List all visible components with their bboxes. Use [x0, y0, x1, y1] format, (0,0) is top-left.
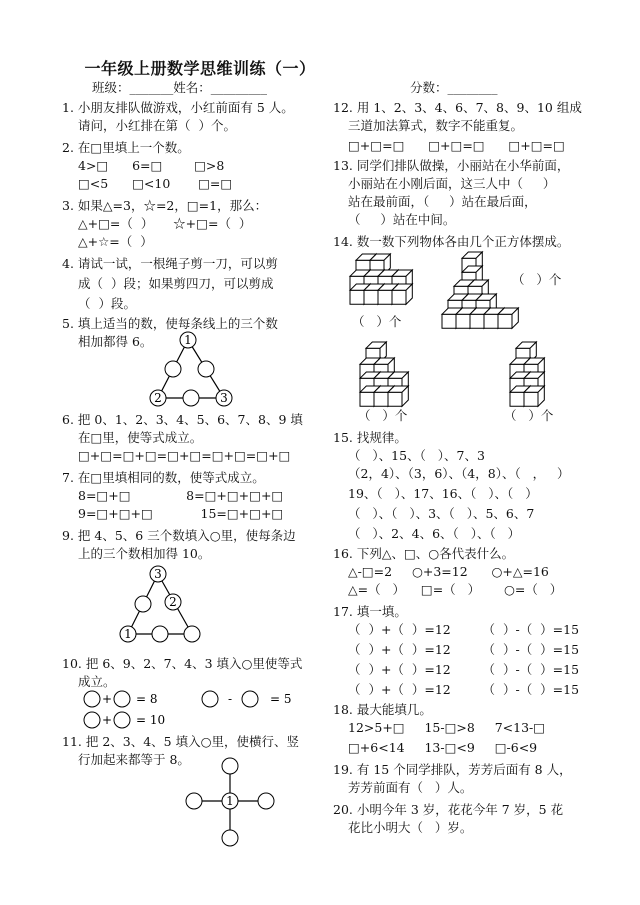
q17-line-1: 17. 填一填。	[333, 604, 407, 619]
q9-circle-left-mid[interactable]	[135, 596, 151, 612]
q13-line-4: （ ）站在中间。	[348, 212, 456, 227]
cube-figure-1	[348, 252, 438, 308]
q17-line-2: （ ）+（ ）=12 （ ）-（ ）=15	[348, 622, 580, 637]
q1-line-1: 1. 小朋友排队做游戏，小红前面有 5 人。	[62, 100, 294, 115]
page-title: 一年级上册数学思维训练（一）	[84, 59, 316, 78]
q2-line-1: 2. 在□里填上一个数。	[62, 140, 190, 155]
q9-circle-bottom-mid[interactable]	[152, 626, 168, 642]
q7-line-2: 8=□+□ 8=□+□+□+□	[78, 488, 284, 503]
q15-line-1: 15. 找规律。	[333, 430, 407, 445]
score-field: 分数：________	[410, 80, 498, 95]
cube-face	[470, 314, 484, 328]
cube-face	[374, 392, 388, 406]
q6-line-3: □+□=□+□=□+□=□+□=□+□	[78, 448, 291, 463]
q15-line-4: 19、（ ）、17、16、（ ）、（ ）	[348, 486, 538, 501]
q4-line-3: （ ）段。	[78, 296, 136, 311]
q12-line-1: 12. 用 1、2、3、4、6、7、8、9、10 组成	[333, 100, 582, 115]
cube-face	[456, 314, 470, 328]
svg-text:-: -	[227, 692, 233, 706]
q17-line-3: （ ）+（ ）=12 （ ）-（ ）=15	[348, 642, 580, 657]
cube-face	[392, 290, 406, 304]
q19-line-1: 19. 有 15 个同学排队，芳芳后面有 8 人，	[333, 762, 572, 777]
q3-line-1: 3. 如果△=3，☆=2，□=1，那么：	[62, 198, 268, 213]
cube-face	[350, 290, 364, 304]
q18-line-1: 18. 最大能填几。	[333, 702, 432, 717]
cube-face	[360, 392, 374, 406]
q13-line-1: 13. 同学们排队做操，小丽站在小华前面，	[333, 158, 570, 173]
q17-line-5: （ ）+（ ）=12 （ ）-（ ）=15	[348, 682, 580, 697]
q5-num-right: 3	[220, 391, 228, 405]
q10-circle-a[interactable]	[84, 691, 100, 707]
q9-line-1: 9. 把 4、5、6 三个数填入○里，使每条边	[62, 528, 296, 543]
q17-line-4: （ ）+（ ）=12 （ ）-（ ）=15	[348, 662, 580, 677]
svg-text:+: +	[101, 713, 113, 727]
q9-num-right-mid: 2	[169, 595, 177, 609]
q11-cross-diagram	[186, 758, 278, 850]
q10-eq-2: = 5	[270, 692, 292, 706]
cube-count-4: （ ）个	[504, 408, 554, 423]
q4-line-2: 成（ ）段；如果剪四刀，可以剪成	[78, 276, 274, 291]
q11-circle-left[interactable]	[186, 793, 202, 809]
q11-circle-bottom[interactable]	[222, 830, 238, 846]
cube-face	[484, 314, 498, 328]
class-name-field: 班级：_______姓名：_________	[92, 80, 268, 95]
q12-line-3: □+□=□ □+□=□ □+□=□	[348, 138, 565, 153]
q9-triangle-diagram	[110, 562, 220, 648]
cube-face	[364, 290, 378, 304]
q15-line-6: （ ）、2、4、6、（ ）、（ ）	[348, 526, 521, 541]
q5-line-2: 相加都得 6。	[78, 334, 153, 349]
q16-line-1: 16. 下列△、□、○各代表什么。	[333, 546, 515, 561]
q7-line-3: 9=□+□+□ 15=□+□+□	[78, 506, 284, 521]
cube-count-1: （ ）个	[352, 314, 402, 329]
q11-line-1: 11. 把 2、3、4、5 填入○里，使横行、竖	[62, 734, 300, 749]
q10-equations	[80, 690, 310, 730]
q10-circle-f[interactable]	[114, 712, 130, 728]
q10-circle-c[interactable]	[202, 691, 218, 707]
q11-num-center: 1	[226, 794, 234, 808]
q19-line-2: 芳芳前面有（ ）人。	[348, 780, 473, 795]
q6-line-1: 6. 把 0、1、2、3、4、5、6、7、8、9 填	[62, 412, 303, 427]
q9-num-top: 3	[154, 567, 162, 581]
q9-circle-bottom-right[interactable]	[184, 626, 200, 642]
q11-circle-top[interactable]	[222, 758, 238, 774]
q10-circle-e[interactable]	[84, 712, 100, 728]
q1-line-2: 请问，小红排在第（ ）个。	[78, 118, 236, 133]
q18-line-3: □+6<14 13-□<9 □-6<9	[348, 740, 538, 755]
cube-figure-3	[354, 338, 424, 406]
q18-line-2: 12>5+□ 15-□>8 7<13-□	[348, 720, 546, 735]
q15-line-3: （2，4）、（3，6）、（4，8）、（ ， ）	[348, 466, 570, 481]
cube-figure-4	[502, 338, 562, 406]
q11-circle-right[interactable]	[258, 793, 274, 809]
cube-figure-2	[434, 250, 534, 340]
q4-line-1: 4. 请试一试，一根绳子剪一刀，可以剪	[62, 256, 278, 271]
q16-line-2: △-□=2 ○+3=12 ○+△=16	[348, 564, 549, 579]
q13-line-2: 小丽站在小刚后面，这三人中（ ）	[348, 176, 556, 191]
q2-line-2: 4>□ 6=□ □>8	[78, 158, 225, 173]
q3-line-3: △+☆=（ ）	[78, 234, 153, 249]
cube-count-3: （ ）个	[358, 408, 408, 423]
cube-face	[378, 290, 392, 304]
q5-circle-left-mid[interactable]	[165, 361, 181, 377]
q10-line-1: 10. 把 6、9、2、7、4、3 填入○里使等式	[62, 656, 303, 671]
q7-line-1: 7. 在□里填相同的数，使等式成立。	[62, 470, 265, 485]
q15-line-5: （ ）、（ ）、3、（ ）、5、6、7	[348, 506, 535, 521]
q15-line-2: （ ）、15、（ ）、7、3	[348, 448, 485, 463]
cube-face	[442, 314, 456, 328]
q9-line-2: 上的三个数相加得 10。	[78, 546, 211, 561]
cube-count-2: （ ）个	[512, 272, 562, 287]
cube-face	[388, 392, 402, 406]
svg-text:+: +	[101, 692, 113, 706]
q5-num-left: 2	[154, 391, 162, 405]
cube-face	[524, 392, 538, 406]
q5-line-1: 5. 填上适当的数，使每条线上的三个数	[62, 316, 278, 331]
q5-circle-right-mid[interactable]	[198, 361, 214, 377]
cube-face	[510, 392, 524, 406]
q12-line-2: 三道加法算式，数字不能重复。	[348, 118, 524, 133]
cube-face	[498, 314, 512, 328]
q5-num-top: 1	[184, 333, 192, 347]
q10-eq-3: = 10	[136, 713, 166, 727]
q14-line-1: 14. 数一数下列物体各由几个正方体摆成。	[333, 234, 570, 249]
q9-num-bottom-left: 1	[124, 627, 132, 641]
q11-line-2: 行加起来都等于 8。	[78, 752, 190, 767]
q20-line-2: 花比小明大（ ）岁。	[348, 820, 473, 835]
q10-circle-d[interactable]	[242, 691, 258, 707]
q13-line-3: 站在最前面，（ ）站在最后面，	[348, 194, 537, 209]
q20-line-1: 20. 小明今年 3 岁，花花今年 7 岁，5 花	[333, 802, 564, 817]
q3-line-2: △+□=（ ） ☆+□=（ ）	[78, 216, 252, 231]
q10-line-2: 成立。	[78, 674, 116, 689]
q5-triangle-diagram	[140, 328, 250, 410]
q6-line-2: 在□里，使等式成立。	[78, 430, 203, 445]
q10-circle-b[interactable]	[114, 691, 130, 707]
q5-circle-bottom-mid[interactable]	[183, 390, 199, 406]
q10-eq-1: = 8	[136, 692, 158, 706]
q2-line-3: □<5 □<10 □=□	[78, 176, 233, 191]
q16-line-3: △=（ ） □=（ ） ○=（ ）	[348, 582, 563, 597]
